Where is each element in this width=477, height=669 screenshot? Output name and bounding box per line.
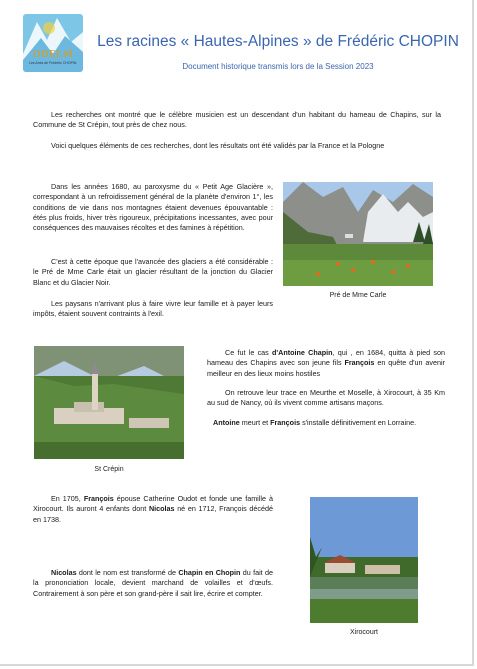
- section2-p3-part-d: s'installe définitivement en Lorraine.: [300, 418, 417, 427]
- section2-p1-antoine-chapin: d'Antoine Chapin: [272, 348, 333, 357]
- photo-pre-de-mme-carle: [283, 182, 433, 286]
- logo-subtext: Les Amis de Frédéric CHOPIN: [29, 61, 77, 65]
- section2-p1-francois: François: [344, 358, 375, 368]
- section3-p2-part-d: du fait de la prononciation locale, devient marchand de volailles et d'œufs. Contrairement à son père et son grand-père il sait lire, écrire et compter.: [33, 568, 273, 598]
- photo-xirocourt: [310, 497, 418, 623]
- logo-text: ODELM: [33, 49, 74, 60]
- page-subtitle: Document historique transmis lors de la Session 2023: [182, 62, 374, 71]
- caption-st-crepin: St Crépin: [94, 466, 124, 473]
- section2-p1-part-a: Ce fut le cas: [225, 348, 273, 357]
- section2-p3-francois: François: [270, 418, 301, 427]
- section2-p1-part-c: , qui , en 1684, quitta à pied son hameau des Chapins avec son jeune fils: [207, 348, 446, 368]
- intro-paragraph-2: Voici quelques éléments de ces recherches, dont les résultats ont été validés par la France et la Pologne: [51, 141, 385, 150]
- intro-paragraph-1: Les recherches ont montré que le célèbre musicien est un descendant d'un habitant du hameau de Chapins, sur la Commune de St Crépin, tout près de chez nous.: [33, 110, 441, 130]
- section2-paragraph-3: [213, 418, 445, 428]
- section1-paragraph-2: C'est à cette époque que l'avancée des glaciers a été considérable : le Pré de Mme Carle était un glacier résultant de la jonction du Glacier Blanc et du Glacier Noir.: [33, 257, 273, 287]
- photo-st-crepin: [34, 346, 184, 459]
- section1-paragraph-3: Les paysans n'arrivant plus à faire vivre leur famille et à payer leurs impôts, étaient souvent contraints à l'exil.: [33, 299, 273, 319]
- caption-xirocourt: Xirocourt: [349, 629, 378, 636]
- section3-paragraph-1: [33, 494, 273, 525]
- section3-p1-nicolas: Nicolas: [148, 504, 175, 514]
- odelm-logo: [23, 14, 83, 72]
- caption-pre-de-mme-carle: Pré de Mme Carle: [329, 292, 387, 299]
- page-title: Les racines « Hautes-Alpines » de Frédéric CHOPIN: [97, 33, 459, 50]
- section2-p1-part-e: en quête d'un avenir meilleur en des lieux moins hostiles: [207, 358, 445, 378]
- section2-p3-part-b: meurt et: [239, 418, 271, 427]
- section1-paragraph-1: Dans les années 1680, au paroxysme du « Petit Age Glacière », correspondant à un refroidissement général de la planète d'environ 1°, les conditions de vie dans nos montagnes étaient devenues épouvantable : étés plus froids, hiver très rigoureux, précipitations incessantes, avec pour conséquences des mauvaises récoltes et des famines à répétition.: [33, 182, 273, 233]
- section3-p1-part-e: né en 1712, François décédé en 1738.: [33, 504, 273, 524]
- section3-p2-nicolas: Nicolas: [51, 568, 77, 577]
- section3-paragraph-2: [33, 568, 273, 599]
- section2-paragraph-2: On retrouve leur trace en Meurthe et Moselle, à Xirocourt, à 35 Km au sud de Nancy, où ils vivent comme artisans maçons.: [207, 388, 445, 408]
- section3-p2-part-b: dont le nom est transformé de: [76, 568, 179, 577]
- section3-p2-chapin-en-chopin: Chapin en Chopin: [178, 568, 241, 577]
- section2-paragraph-1: [207, 348, 445, 379]
- section3-p1-part-c: épouse Catherine Oudot et fonde une famille à Xirocourt. Ils auront 4 enfants dont: [33, 494, 273, 514]
- section3-p1-francois: François: [83, 494, 114, 503]
- section3-p1-part-a: En 1705,: [51, 494, 84, 503]
- section2-p3-antoine: Antoine: [213, 418, 240, 427]
